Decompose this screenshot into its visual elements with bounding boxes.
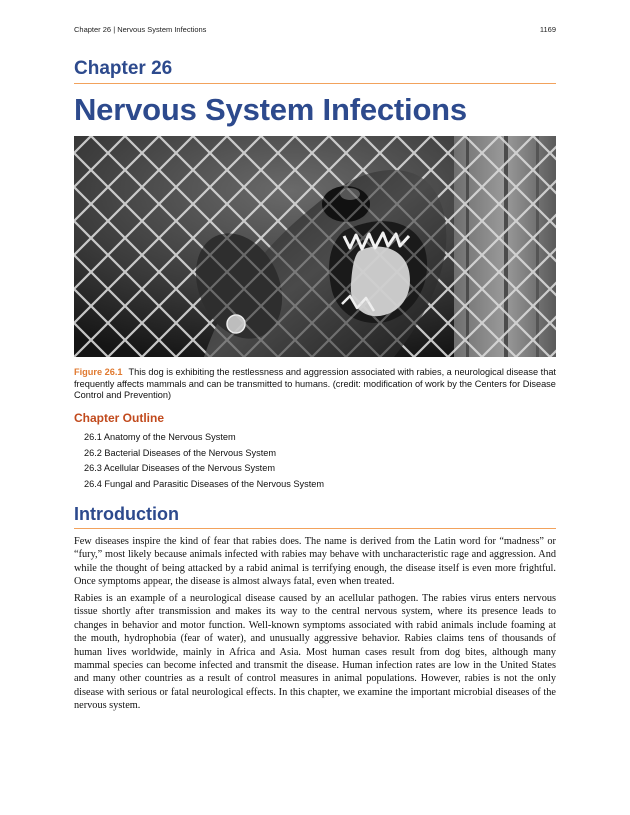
- intro-paragraph-1: Few diseases inspire the kind of fear that rabies does. The name is derived from the Latin word for “madness” or “fury,” most likely because animals infected with rabies may behave with uncharacteristic rage and aggression. And while the thought of being attacked by a rabid animal is terrifying enough, the disease itself is even more frightful. Once symptoms appear, the disease is almost always fatal, even when treated.: [74, 536, 556, 588]
- figure-photo-rabid-dog: [74, 136, 556, 357]
- figure-caption-text: This dog is exhibiting the restlessness and aggression associated with rabies, a neurological disease that frequently affects mammals and can be transmitted to humans. (credit: modification of work by the Centers for Disease Control and Prevention): [74, 367, 556, 400]
- chapter-outline-list: [84, 431, 324, 493]
- outline-item[interactable]: 26.1 Anatomy of the Nervous System: [84, 432, 236, 442]
- running-head: [74, 25, 556, 34]
- page-number: 1169: [539, 25, 556, 34]
- chapter-outline-heading: Chapter Outline: [74, 411, 165, 425]
- chapter-label: Chapter 26: [74, 58, 556, 84]
- figure-caption: [74, 367, 556, 402]
- chapter-title: Nervous System Infections: [74, 92, 467, 127]
- introduction-heading: Introduction: [74, 504, 556, 529]
- outline-item[interactable]: 26.4 Fungal and Parasitic Diseases of the Nervous System: [84, 478, 325, 489]
- outline-item[interactable]: 26.3 Acellular Diseases of the Nervous System: [84, 463, 275, 474]
- intro-paragraph-2: Rabies is an example of a neurological disease caused by an acellular pathogen. The rabies virus enters nervous tissue shortly after transmission and makes its way to the central nervous system, where its presence leads to changes in behavior and motor function. Well-known symptoms associated with rabid animals include foaming at the mouth, hydrophobia (fear of water), and unusually aggressive behavior. Rabies claims tens of thousands of human lives worldwide, mainly in Africa and Asia. Most human cases result from dog bites, although many mammal species can become infected and transmit the disease. Human infection rates are low in the United States and many other countries as a result of control measures in animal populations. However, rabies is not the only disease with serious or fatal neurological effects. In this chapter, we examine the important microbial diseases of the nervous system.: [74, 593, 556, 712]
- figure-label: Figure 26.1: [74, 367, 123, 377]
- running-title: Chapter 26 | Nervous System Infections: [74, 25, 207, 34]
- outline-item[interactable]: 26.2 Bacterial Diseases of the Nervous System: [84, 447, 277, 458]
